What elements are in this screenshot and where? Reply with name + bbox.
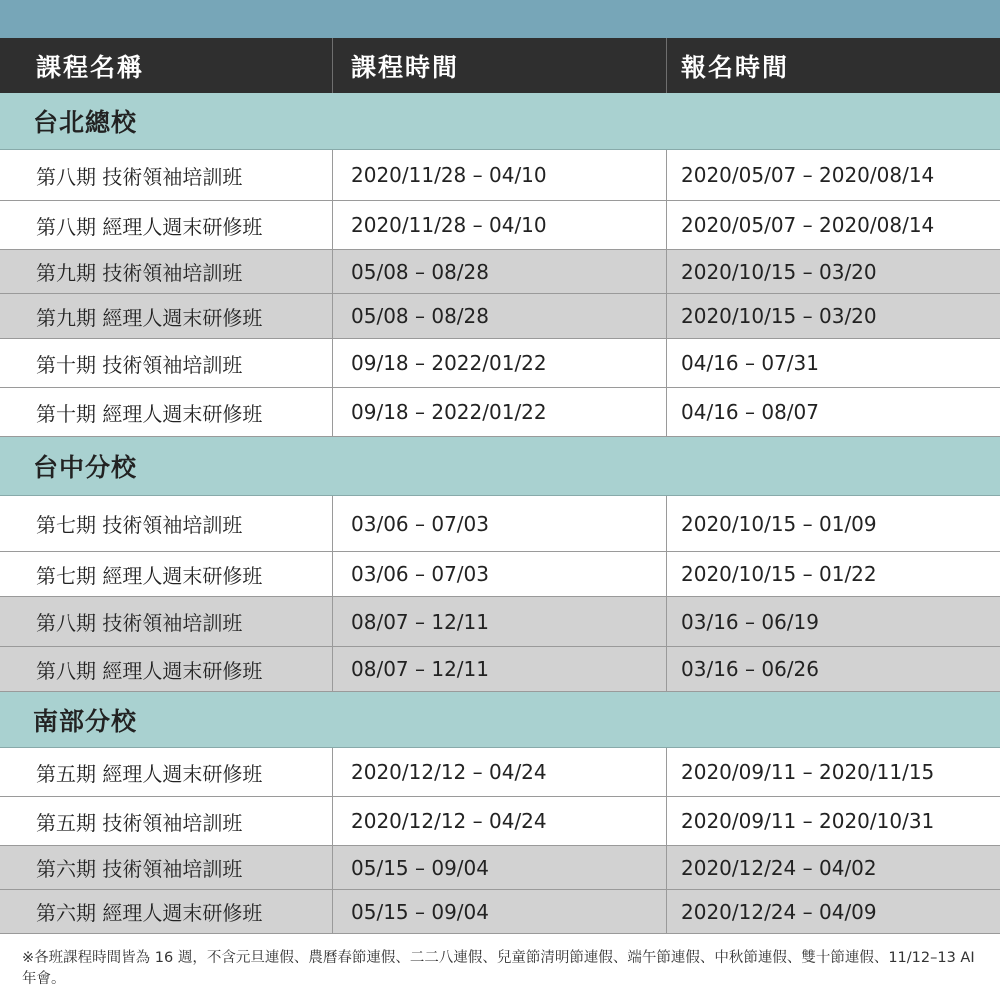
course-name-cell: 第七期 技術領袖培訓班 [36,513,243,537]
footnote: ※各班課程時間皆為 16 週，不含元旦連假、農曆春節連假、二二八連假、兒童節清明節連假、端午節連假、中秋節連假、雙十節連假、11/12–13 AI 年會。 [22,950,975,987]
course-time-cell: 05/15 – 09/04 [332,890,666,933]
top-banner [0,0,1000,38]
section-header: 台北總校 [0,93,1000,150]
table-row [0,294,1000,339]
signup-time-cell: 04/16 – 08/07 [666,388,1000,436]
signup-time-cell: 2020/05/07 – 2020/08/14 [666,150,1000,200]
course-name-cell: 第六期 技術領袖培訓班 [36,857,243,881]
table-row [0,388,1000,437]
signup-time-cell: 2020/10/15 – 03/20 [666,294,1000,338]
course-time-cell: 05/15 – 09/04 [332,846,666,889]
course-time-cell: 05/08 – 08/28 [332,250,666,293]
signup-time-cell: 03/16 – 06/26 [666,647,1000,691]
course-time-cell: 09/18 – 2022/01/22 [332,339,666,387]
course-name-cell: 第五期 經理人週末研修班 [36,761,263,786]
table-row [0,647,1000,692]
table-header [0,38,1000,93]
course-time-cell: 05/08 – 08/28 [332,294,666,338]
signup-time-cell: 2020/12/24 – 04/09 [666,890,1000,933]
table-row [0,846,1000,890]
section-header: 台中分校 [0,437,1000,496]
signup-time-cell: 2020/10/15 – 03/20 [666,250,1000,293]
course-time-cell: 09/18 – 2022/01/22 [332,388,666,436]
table-row [0,250,1000,294]
table-row [0,890,1000,934]
signup-time-cell: 2020/05/07 – 2020/08/14 [666,201,1000,249]
course-time-cell: 2020/12/12 – 04/24 [332,797,666,845]
signup-time-cell: 2020/10/15 – 01/22 [666,552,1000,596]
course-name-cell: 第五期 技術領袖培訓班 [36,810,243,835]
table-row [0,748,1000,797]
course-name-cell: 第十期 技術領袖培訓班 [36,352,243,377]
table-row [0,150,1000,201]
course-name-cell: 第十期 經理人週末研修班 [36,401,263,426]
course-time-cell: 03/06 – 07/03 [332,496,666,551]
table-row [0,797,1000,846]
header-course-name: 課程名稱 [36,52,145,82]
header-course-time: 課程時間 [332,38,666,93]
table-row [0,597,1000,647]
course-time-cell: 03/06 – 07/03 [332,552,666,596]
table-row [0,552,1000,597]
course-name-cell: 第八期 經理人週末研修班 [36,214,263,239]
header-signup-time: 報名時間 [666,38,1000,93]
signup-time-cell: 2020/09/11 – 2020/10/31 [666,797,1000,845]
signup-time-cell: 03/16 – 06/19 [666,597,1000,646]
section-header: 南部分校 [0,692,1000,748]
signup-time-cell: 04/16 – 07/31 [666,339,1000,387]
course-name-cell: 第九期 技術領袖培訓班 [36,261,243,285]
course-time-cell: 2020/11/28 – 04/10 [332,150,666,200]
course-name-cell: 第八期 技術領袖培訓班 [36,164,243,189]
course-time-cell: 2020/12/12 – 04/24 [332,748,666,796]
table-row [0,339,1000,388]
signup-time-cell: 2020/09/11 – 2020/11/15 [666,748,1000,796]
course-name-cell: 第六期 經理人週末研修班 [36,901,263,925]
course-name-cell: 第八期 經理人週末研修班 [36,658,263,683]
table-row [0,496,1000,552]
course-time-cell: 2020/11/28 – 04/10 [332,201,666,249]
signup-time-cell: 2020/12/24 – 04/02 [666,846,1000,889]
course-time-cell: 08/07 – 12/11 [332,597,666,646]
signup-time-cell: 2020/10/15 – 01/09 [666,496,1000,551]
course-name-cell: 第八期 技術領袖培訓班 [36,611,243,635]
course-time-cell: 08/07 – 12/11 [332,647,666,691]
course-name-cell: 第九期 經理人週末研修班 [36,305,263,330]
table-row [0,201,1000,250]
course-name-cell: 第七期 經理人週末研修班 [36,563,263,588]
